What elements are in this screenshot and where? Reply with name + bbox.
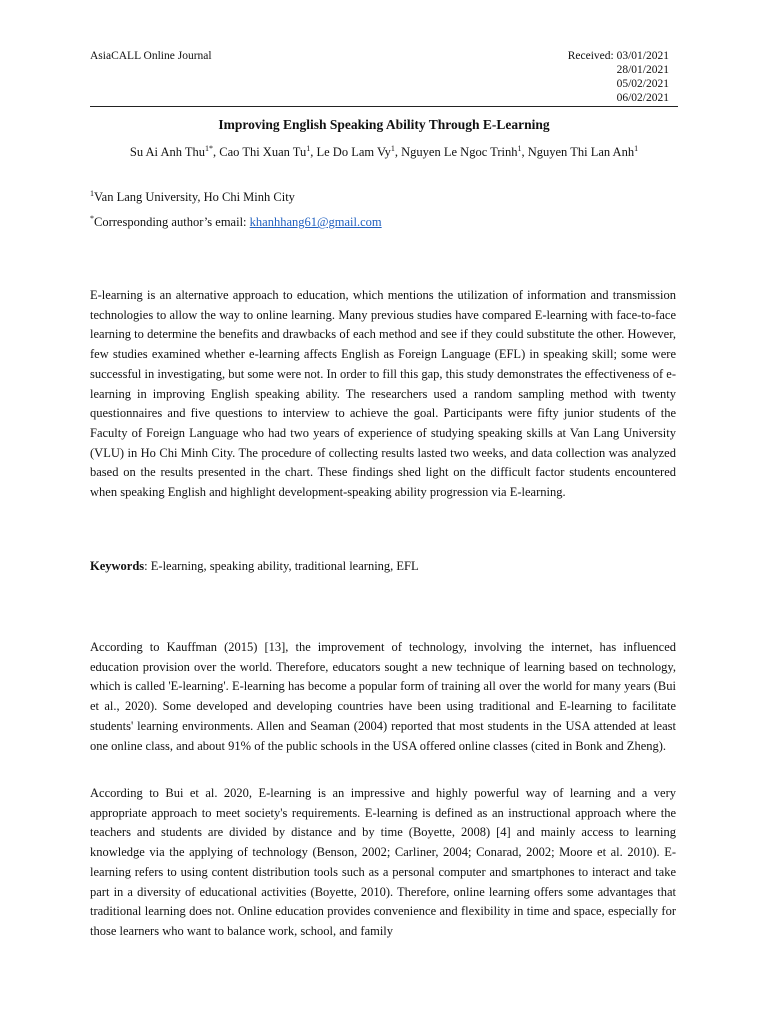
author-affiliation-mark: 1 bbox=[517, 144, 522, 153]
author-separator: , bbox=[310, 145, 317, 160]
affiliation-mark: 1 bbox=[90, 189, 94, 198]
body-paragraph: According to Kauffman (2015) [13], the improvement of technology, involving the internet, has influenced education provision over the world. Therefore, educators sought a new technique of learning based on technology, which is called 'E-learning'. E-learning has become a popular form of training all over the world for many years (Bui et al., 2020). Some developed and developing countries have been using traditional and E-learning to facilitate students' learning environments. Allen and Seaman (2004) reported that most students in the USA attended at least one online class, and about 91% of the public schools in the USA offered online classes (cited in Bonk and Zheng). bbox=[90, 640, 676, 753]
corresponding-mark: * bbox=[90, 214, 94, 224]
author-separator: , bbox=[394, 145, 402, 160]
body-paragraph: According to Bui et al. 2020, E-learning is an impressive and highly powerful way of learning and a very appropriate approach to meet society's requirements. E-learning is defined as an instructional approach where the teachers and students are divided by distance and by time (Boyette, 2008) [4] and mainly access to learning knowledge via the applying of technology (Benson, 2002; Carliner, 2004; Conarad, 2002; Moore et al. 2010). E-learning refers to using content distribution tools such as a personal computer and smartphones to interact and take part in a diversity of educational activities (Boyette, 2010). Therefore, online learning offers some advantages that traditional learning does not. Online education provides convenience and flexibility in time and space, especially for those learners who want to balance work, school, and family bbox=[90, 786, 676, 938]
journal-name: AsiaCALL Online Journal bbox=[90, 50, 212, 62]
author-name: Le Do Lam Vy bbox=[316, 145, 391, 160]
header-divider bbox=[90, 106, 678, 107]
author-affiliation-mark: 1 bbox=[306, 144, 311, 153]
date-revised-1: 28/01/2021 bbox=[616, 64, 669, 76]
author-separator: , bbox=[213, 145, 220, 160]
received-dates bbox=[568, 49, 669, 105]
keywords-line bbox=[90, 557, 676, 577]
paper-title: Improving English Speaking Ability Through E-Learning bbox=[218, 117, 550, 132]
author-affiliation-mark: 1 bbox=[390, 144, 395, 153]
author-affiliation-mark: 1* bbox=[205, 144, 214, 153]
date-received: Received: 03/01/2021 bbox=[567, 50, 669, 62]
author-name: Nguyen Le Ngoc Trinh bbox=[401, 145, 518, 160]
date-revised-3: 06/02/2021 bbox=[616, 92, 669, 104]
author-name: Cao Thi Xuan Tu bbox=[219, 145, 307, 160]
author-separator: , bbox=[521, 145, 528, 160]
author-name: Nguyen Thi Lan Anh bbox=[527, 145, 635, 160]
email-link[interactable]: khanhhang61@gmail.com bbox=[249, 215, 382, 230]
keywords-label: Keywords bbox=[90, 559, 145, 573]
affiliation-line bbox=[90, 183, 382, 208]
abstract-text: E-learning is an alternative approach to education, which mentions the utilization of information and transmission technologies to allow the way to online learning. Many previous studies have compared E-learning with face-to-face learning to determine the benefits and drawbacks of each method and see if they could substitute the other. However, few studies examined whether e-learning affects English as Foreign Language (EFL) in speaking skill; some were successful in investigating, but some were not. In order to fill this gap, this study demonstrates the effectiveness of e-learning in improving English speaking ability. The researchers used a random sampling method with twenty questionnaires and five questions to interview to achieve the goal. Participants were fifty junior students of the Faculty of Foreign Language who had two years of experience of studying speaking skills at Van Lang University (VLU) in Ho Chi Minh City. The procedure of collecting results lasted two weeks, and data collection was analyzed based on the results presented in the chart. These findings shed light on the difficult factor students encountered when speaking English and highlight development-speaking ability progression via E-learning. bbox=[90, 288, 676, 500]
keywords-text: : E-learning, speaking ability, traditional learning, EFL bbox=[144, 559, 419, 573]
author-name: Su Ai Anh Thu bbox=[129, 145, 206, 160]
date-revised-2: 05/02/2021 bbox=[616, 78, 669, 90]
corresponding-author-line bbox=[90, 208, 382, 233]
affiliation-text: Van Lang University, Ho Chi Minh City bbox=[94, 190, 295, 205]
author-affiliation-mark: 1 bbox=[634, 144, 639, 153]
author-list bbox=[0, 144, 768, 160]
corresponding-label: Corresponding author’s email: bbox=[94, 215, 250, 230]
affiliations bbox=[90, 183, 382, 233]
